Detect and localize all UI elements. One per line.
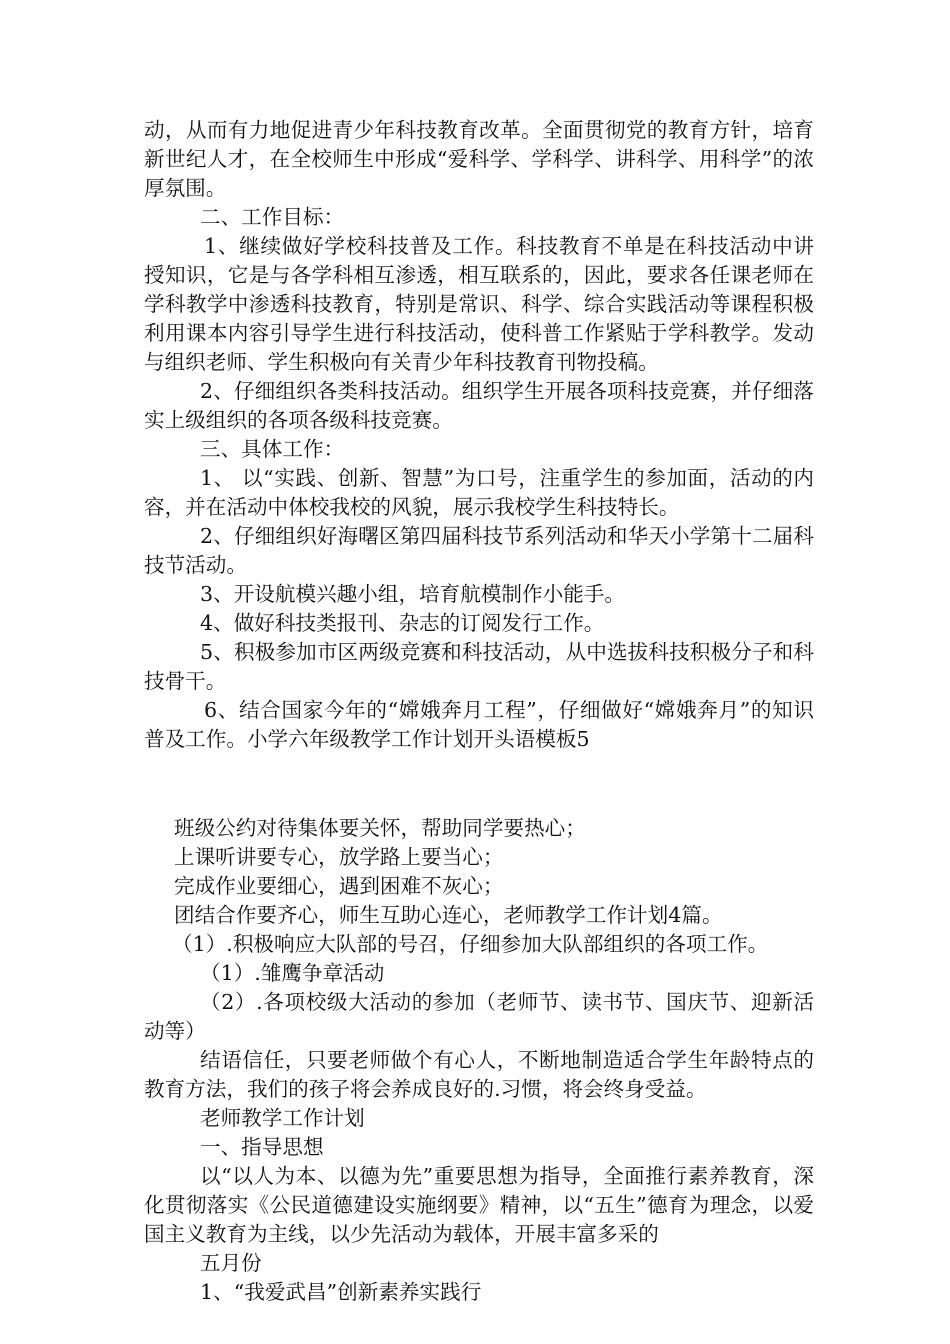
paragraph: 1、继续做好学校科技普及工作。科技教育不单是在科技活动中讲授知识，它是与各学科相互渗透，相互联系的，因此，要求各任课老师在学科教学中渗透科技教育，特别是常识、科学、综合实践活动等课程积极利用课本内容引导学生进行科技活动，使科普工作紧贴于学科教学。发动与组织老师、学生积极向有关青少年科技教育刊物投稿。	[144, 234, 814, 374]
paragraph: 1、“我爱武昌”创新素养实践行	[200, 1280, 482, 1304]
paragraph: 上课听讲要专心，放学路上要当心；	[174, 845, 504, 869]
paragraph: 完成作业要细心，遇到困难不灰心；	[174, 874, 504, 898]
document-section-science-plan	[144, 116, 814, 754]
paragraph: （1）.积极响应大队部的号召，仔细参加大队部组织的各项工作。	[172, 932, 769, 956]
paragraph: 3、开设航模兴趣小组，培育航模制作小能手。	[200, 582, 625, 606]
paragraph: 5、积极参加市区两级竞赛和科技活动，从中选拔科技积极分子和科技骨干。	[144, 640, 814, 693]
paragraph: 2、仔细组织各类科技活动。组织学生开展各项科技竞赛，并仔细落实上级组织的各项各级科技竞赛。	[144, 379, 814, 432]
paragraph: 结语信任，只要老师做个有心人，不断地制造适合学生年龄特点的教育方法，我们的孩子将会养成良好的.习惯，将会终身受益。	[144, 1048, 814, 1101]
paragraph: 老师教学工作计划	[200, 1106, 365, 1130]
paragraph: 动，从而有力地促进青少年科技教育改革。全面贯彻党的教育方针，培育新世纪人才，在全校师生中形成“爱科学、学科学、讲科学、用科学”的浓厚氛围。	[144, 118, 814, 200]
paragraph: 三、具体工作：	[200, 437, 345, 461]
document-section-class-plan	[144, 814, 814, 1307]
paragraph: 五月份	[200, 1251, 262, 1275]
paragraph: 班级公约对待集体要关怀，帮助同学要热心；	[174, 816, 586, 840]
paragraph: 4、做好科技类报刊、杂志的订阅发行工作。	[200, 611, 605, 635]
paragraph: 1、 以“实践、创新、智慧”为口号，注重学生的参加面，活动的内容，并在活动中体校我校的风貌，展示我校学生科技特长。	[144, 466, 814, 519]
document-body	[144, 116, 814, 1307]
paragraph: 二、工作目标：	[200, 205, 345, 229]
paragraph: 以“以人为本、以德为先”重要思想为指导，全面推行素养教育，深化贯彻落实《公民道德建设实施纲要》精神，以“五生”德育为理念，以爱国主义教育为主线，以少先活动为载体，开展丰富多采的	[144, 1164, 814, 1246]
paragraph: （2）.各项校级大活动的参加（老师节、读书节、国庆节、迎新活动等）	[144, 990, 814, 1043]
paragraph: 2、仔细组织好海曙区第四届科技节系列活动和华天小学第十二届科技节活动。	[144, 524, 814, 577]
section-gap	[144, 754, 814, 814]
paragraph: （1）.雏鹰争章活动	[200, 961, 385, 985]
paragraph: 团结合作要齐心，师生互助心连心，老师教学工作计划4篇。	[174, 903, 723, 927]
paragraph: 6、结合国家今年的“嫦娥奔月工程”，仔细做好“嫦娥奔月”的知识普及工作。小学六年级教学工作计划开头语模板5	[144, 698, 814, 751]
paragraph: 一、指导思想	[200, 1135, 324, 1159]
